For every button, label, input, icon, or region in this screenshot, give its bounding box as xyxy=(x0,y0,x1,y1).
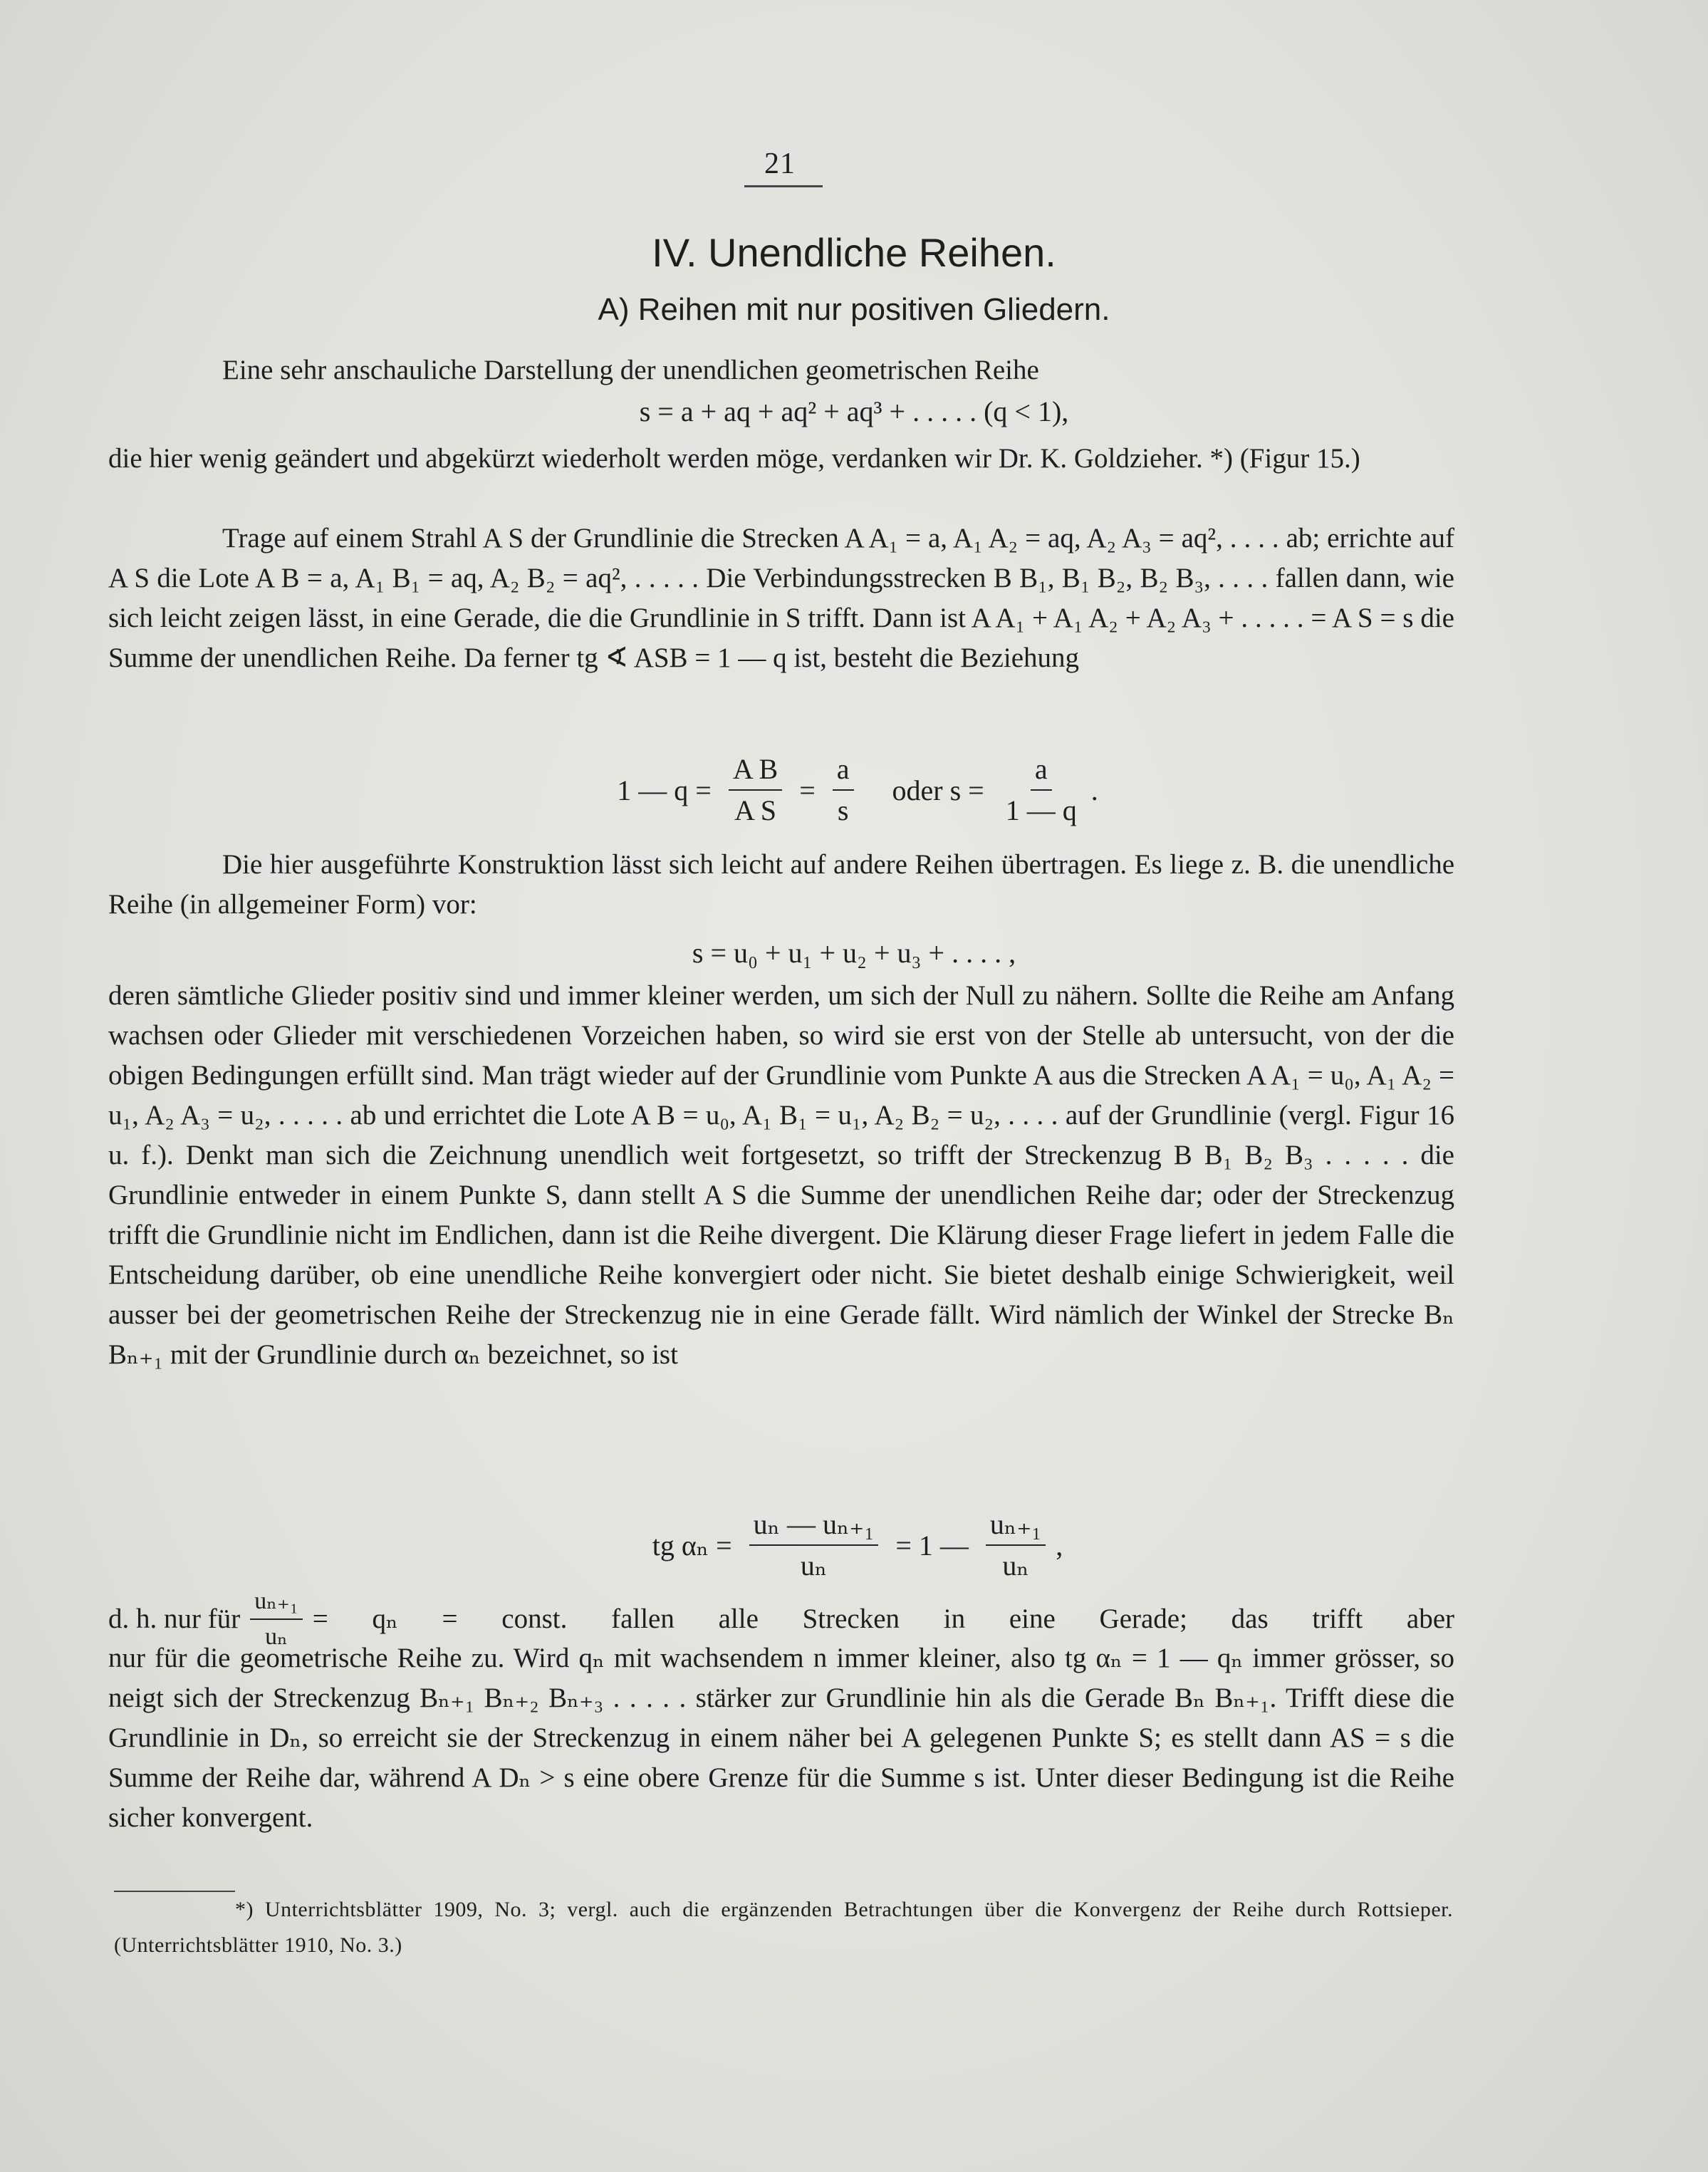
paragraph-1: die hier wenig geändert und abgekürzt wiederholt werden möge, verdanken wir Dr. K. Goldzieher. *) (Figur 15.) xyxy=(108,443,1360,474)
eq-ratio-end: . xyxy=(1090,774,1098,806)
fraction-numerator: a xyxy=(1031,752,1052,791)
paragraph-5: nur für die geometrische Reihe zu. Wird qₙ mit wachsendem n immer kleiner, also tg αₙ = 1 — qₙ immer grösser, so neigt sich der Streckenzug Bₙ₊₁ Bₙ₊₂ Bₙ₊₃ . . . . . stärker zur Grundlinie hin als die Gerade Bₙ Bₙ₊₁. Trifft diese die Grundlinie in Dₙ, so erreicht sie der Streckenzug in einem näher bei A gelegenen Punkte S; es stellt dann AS = s die Summe der Reihe dar, während A Dₙ > s eine obere Grenze für die Summe s ist. Unter dieser Bedingung ist die Reihe sicher konvergent. xyxy=(108,1643,1454,1833)
fraction-a-one-minus-q xyxy=(1001,752,1081,828)
paragraph-2: Trage auf einem Strahl A S der Grundlinie die Strecken A A₁ = a, A₁ A₂ = aq, A₂ A₃ = aq², . . . . ab; errichte auf A S die Lote A B = a, A₁ B₁ = aq, A₂ B₂ = aq², . . . . . Die Verbindungsstrecken B B₁, B₁ B₂, B₂ B₃, . . . . fallen dann, wie sich leicht zeigen lässt, in eine Gerade, die die Grundlinie in S trifft. Dann ist A A₁ + A₁ A₂ + A₂ A₃ + . . . . . = A S = s die Summe der unendlichen Reihe. Da ferner tg ∢ ASB = 1 — q ist, besteht die Beziehung xyxy=(108,523,1454,673)
fraction-denominator: s xyxy=(837,794,849,826)
chapter-title: IV. Unendliche Reihen. xyxy=(652,230,1056,275)
equation-tangent xyxy=(0,1507,1708,1583)
fraction-ab-as xyxy=(729,752,782,828)
fraction-numerator: uₙ₊₁ xyxy=(986,1507,1046,1546)
page-number-rule xyxy=(744,185,823,187)
fraction-a-s xyxy=(833,752,854,828)
fraction-tangent-1 xyxy=(749,1507,879,1583)
footnote xyxy=(114,1892,1453,1963)
fraction-denominator: 1 — q xyxy=(1005,794,1077,826)
eq-ratio-lhs: 1 — q = xyxy=(617,774,712,806)
eq-ratio-equals: = xyxy=(799,774,816,806)
page-number: 21 xyxy=(764,147,796,180)
para5-line1-rest: = qₙ = const. fallen alle Strecken in eine Gerade; das trifft aber xyxy=(312,1604,1454,1634)
paragraph-3: Die hier ausgeführte Konstruktion lässt sich leicht auf andere Reihen übertragen. Es liege z. B. die unendliche Reihe (in allgemeiner Form) vor: xyxy=(108,849,1454,920)
footnote-text: *) Unterrichtsblätter 1909, No. 3; vergl. auch die ergänzenden Betrachtungen über die Konvergenz der Reihe durch Rottsieper. (Unterrichtsblätter 1910, No. 3.) xyxy=(114,1898,1453,1957)
eq-tangent-end: , xyxy=(1056,1529,1063,1562)
intro-line: Eine sehr anschauliche Darstellung der unendlichen geometrischen Reihe xyxy=(222,355,1039,385)
fraction-denominator: uₙ xyxy=(1002,1549,1029,1581)
fraction-numerator: uₙ — uₙ₊₁ xyxy=(749,1507,879,1546)
eq-tangent-lhs: tg αₙ = xyxy=(652,1529,732,1562)
fraction-denominator: uₙ xyxy=(800,1549,828,1581)
fraction-numerator: a xyxy=(833,752,854,791)
equation-ratio xyxy=(0,752,1708,828)
equation-geometric-series: s = a + aq + aq² + aq³ + . . . . . (q < 1), xyxy=(639,395,1069,427)
paragraph-4: deren sämtliche Glieder positiv sind und immer kleiner werden, um sich der Null zu nähern. Sollte die Reihe am Anfang wachsen oder Glieder mit verschiedenen Vorzeichen haben, so wird sie erst von der Stelle ab untersucht, von der die obigen Bedingungen erfüllt sind. Man trägt wieder auf der Grundlinie vom Punkte A aus die Strecken A A₁ = u₀, A₁ A₂ = u₁, A₂ A₃ = u₂, . . . . . ab und errichtet die Lote A B = u₀, A₁ B₁ = u₁, A₂ B₂ = u₂, . . . . auf der Grundlinie (vergl. Figur 16 u. f.). Denkt man sich die Zeichnung unendlich weit fortgesetzt, so trifft der Streckenzug B B₁ B₂ B₃ . . . . . die Grundlinie entweder in einem Punkte S, dann stellt A S die Summe der unendlichen Reihe dar; oder der Streckenzug trifft die Grundlinie nicht im Endlichen, dann ist die Reihe divergent. Die Klärung dieser Frage liefert in jedem Falle die Entscheidung darüber, ob eine unendliche Reihe konvergiert oder nicht. Sie bietet deshalb einige Schwierigkeit, weil ausser bei der geometrischen Reihe der Streckenzug nie in eine Gerade fällt. Wird nämlich der Winkel der Strecke Bₙ Bₙ₊₁ mit der Grundlinie durch αₙ bezeichnet, so ist xyxy=(108,980,1454,1370)
fraction-numerator: uₙ₊₁ xyxy=(250,1587,303,1620)
equation-general-series: s = u₀ + u₁ + u₂ + u₃ + . . . . , xyxy=(692,937,1016,969)
fraction-denominator: A S xyxy=(734,794,776,826)
fraction-numerator: A B xyxy=(729,752,782,791)
fraction-tangent-2 xyxy=(986,1507,1046,1583)
para5-start: d. h. nur für xyxy=(108,1604,241,1634)
fraction-denominator: uₙ xyxy=(265,1623,288,1650)
section-title: A) Reihen mit nur positiven Gliedern. xyxy=(598,292,1110,327)
eq-ratio-mid: oder s = xyxy=(892,774,984,806)
eq-tangent-mid: = 1 — xyxy=(895,1529,969,1562)
